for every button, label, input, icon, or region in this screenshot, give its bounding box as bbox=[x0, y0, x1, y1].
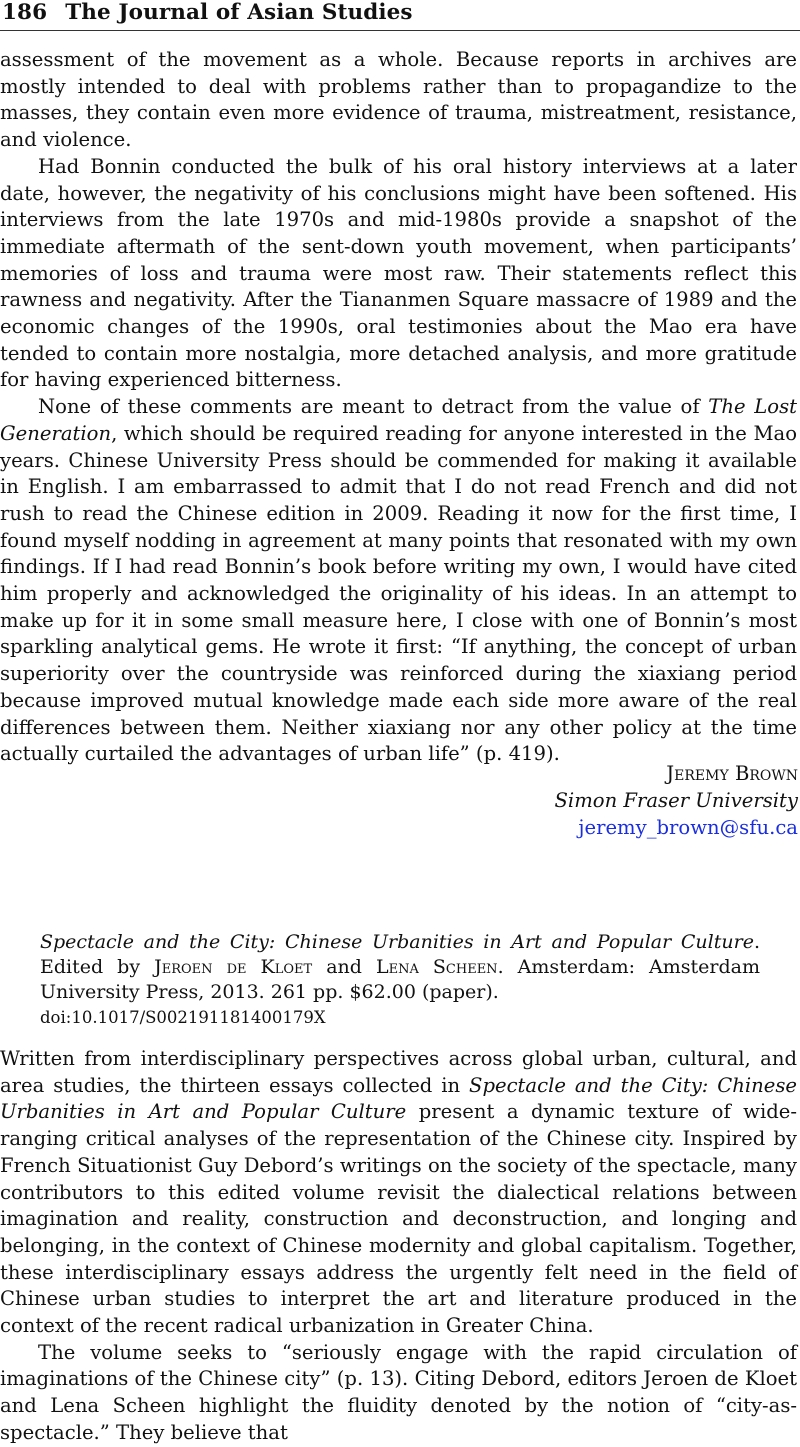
journal-title: The Journal of Asian Studies bbox=[65, 0, 413, 25]
citation-and: and bbox=[312, 956, 376, 978]
running-head bbox=[2, 0, 413, 25]
paragraph-volume-aims: The volume seeks to “seriously engage with the rapid circulation of imaginations of the Chinese city” (p. 13). Citing Debord, editors Jeroen de Kloet and Lena Scheen highlight the fluidity denoted by the notion of “city-as-spectacle.” They believe that bbox=[0, 1340, 797, 1444]
citation-publication: . Amsterdam: Amsterdam University Press, 2013. 261 pp. $62.00 (paper). bbox=[40, 956, 760, 1003]
paragraph-text: , which should be required reading for anyone interested in the Mao years. Chinese University Press should be commended for making it available in English. I am embarrassed to admit that I do not read French and did not rush to read the Chinese edition in 2009. Reading it now for the first time, I found myself nodding in agreement at many points that resonated with my own findings. If I had read Bonnin’s book before writing my own, I would have cited him properly and acknowledged the originality of his ideas. In an attempt to make up for it in some small measure here, I close with one of Bonnin’s most sparkling analytical gems. He wrote it first: “If anything, the concept of urban superiority over the countryside was reinforced during the xiaxiang period because improved mutual knowledge made each side more aware of the real differences between them. Neither xiaxiang nor any other policy at the time actually curtailed the advantages of urban life” (p. 419). bbox=[0, 421, 797, 766]
paragraph-intro bbox=[0, 1046, 797, 1340]
citation-book-title: Spectacle and the City: Chinese Urbanities in Art and Popular Culture bbox=[40, 931, 754, 953]
reviewer-affiliation: Simon Fraser University bbox=[554, 789, 798, 812]
citation-doi: doi:10.1017/S002191181400179X bbox=[40, 1008, 326, 1027]
book-citation bbox=[40, 930, 760, 1030]
paragraph-text: present a dynamic texture of wide-ranging critical analyses of the representation of the Chinese city. Inspired by French Situationist Guy Debord’s writings on the society of the spectacle, many contributors to this edited volume revisit the dialectical relations between imagination and reality, construction and deconstruction, and longing and belonging, in the context of Chinese modernity and global capitalism. Together, these interdisciplinary essays address the urgently felt need in the field of Chinese urban studies to interpret the art and literature produced in the context of the recent radical urbanization in Greater China. bbox=[0, 1100, 797, 1338]
citation-editor-2: Lena Scheen bbox=[376, 956, 498, 978]
review-body-spectacle bbox=[0, 1046, 797, 1447]
page-number: 186 bbox=[2, 0, 48, 25]
reviewer-email-link[interactable]: jeremy_brown@sfu.ca bbox=[578, 816, 798, 839]
paragraph-oral-history: Had Bonnin conducted the bulk of his oral history interviews at a later date, however, the negativity of his conclusions might have been softened. His interviews from the late 1970s and mid-1980s provide a snapshot of the immediate aftermath of the sent-down youth movement, when participants’ memories of loss and trauma were most raw. Their statements reflect this rawness and negativity. After the Tiananmen Square massacre of 1989 and the economic changes of the 1990s, oral testimonies about the Mao era have tended to contain more nostalgia, more detached analysis, and more gratitude for having experienced bitterness. bbox=[0, 154, 797, 392]
paragraph-text: Written from interdisciplinary perspectives across global urban, cultural, and area studies, the thirteen essays collected in bbox=[0, 1047, 797, 1097]
paragraph-conclusion bbox=[0, 394, 797, 768]
book-title-spectacle: Spectacle and the City: Chinese Urbanities in Art and Popular Culture bbox=[0, 1073, 797, 1124]
citation-edited-by: . Edited by bbox=[40, 931, 760, 978]
book-title-lost-generation: The Lost Generation bbox=[0, 395, 797, 445]
reviewer-name: Jeremy Brown bbox=[666, 762, 798, 785]
review-body-bonnin bbox=[0, 47, 797, 768]
citation-text bbox=[40, 930, 760, 1005]
citation-editor-1: Jeroen de Kloet bbox=[154, 956, 313, 978]
paragraph-continued: assessment of the movement as a whole. Because reports in archives are mostly intended to deal with problems rather than to propagandize to the masses, they contain even more evidence of trauma, mistreatment, resistance, and violence. bbox=[0, 48, 797, 152]
paragraph-text: None of these comments are meant to detract from the value of bbox=[38, 395, 709, 419]
reviewer-signature bbox=[298, 760, 798, 841]
header-rule bbox=[0, 30, 800, 31]
